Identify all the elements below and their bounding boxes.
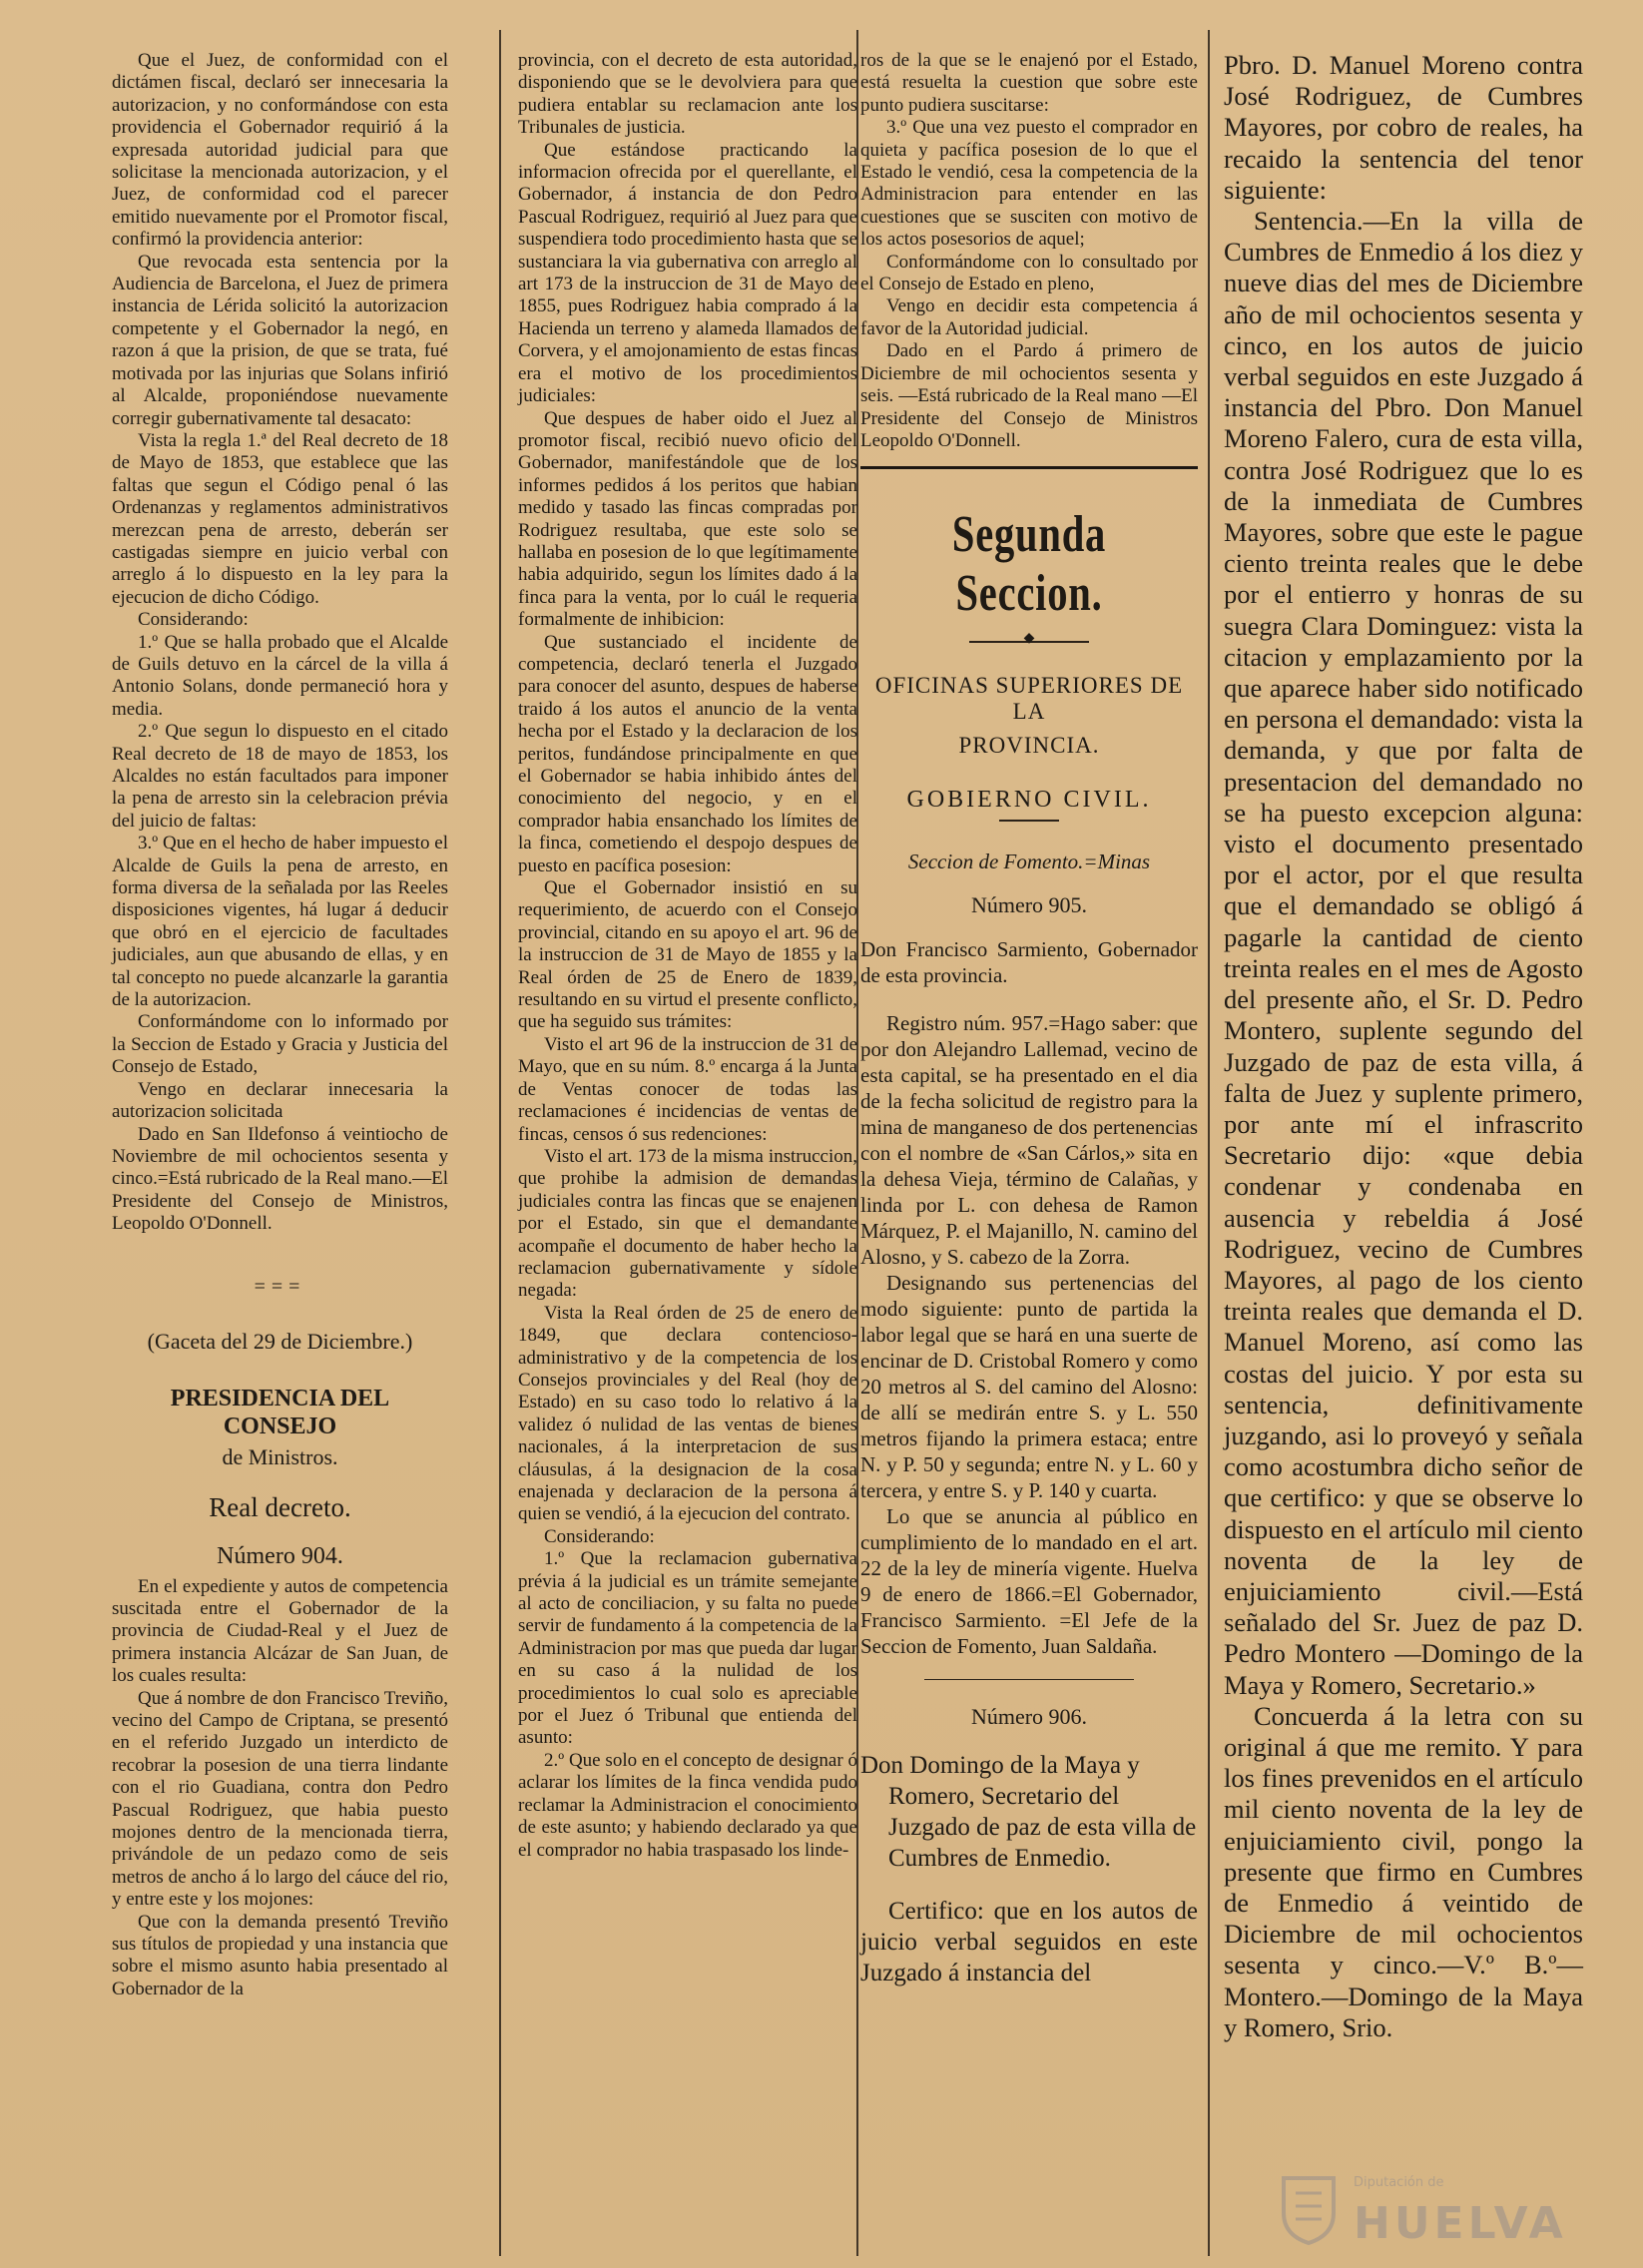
paragraph: Considerando: [138,609,249,631]
paragraph: ros de la que se le enajenó por el Estado, está resuelta la cuestion que sobre este punto pudiera suscitarse: [860,50,1198,116]
paragraph: Designando sus pertenencias del modo siguiente: punto de partida la labor legal que se hará en una suerte de encinar de D. Cristobal Romero y como 20 metros al S. del camino del Alosno: de allí se medirán entre S. y L. 550 metros fijando la primera estaca; entre N. y P. 50 y segunda; entre N. y L. 60 y tercera, y entre S. y P. 140 y cuarta. [860,1271,1198,1503]
number-heading: Número 905. [970,892,1088,918]
paragraph: provincia, con el decreto de esta autoridad, disponiendo que se le devolviera para que pudiera entablar su reclamacion ante los Tribunales de justicia. [518,50,857,139]
paragraph: Que sustanciado el incidente de competencia, declaró tenerla el Juzgado para conocer del asunto, despues de haberse traido á los autos el anuncio de la venta hecha por el Estado y la declaracion de los peritos, fundándose principalmente en que el Gobernador se habia inhibido ántes del conocimiento del negocio, y en el comprador habia ensanchado los límites de la finca, cometiendo el despojo despues de puesto en pacífica posesion: [518,631,857,876]
paragraph: Pbro. D. Manuel Moreno contra José Rodriguez, de Cumbres Mayores, por cobro de reales, ha recaido la sentencia del tenor siguiente: [1224,50,1583,205]
section-rule [860,466,1198,469]
paragraph: Don Francisco Sarmiento, Gobernador de esta provincia. [860,937,1198,988]
paragraph: Considerando: [544,1525,655,1547]
seccion-fomento-heading: Seccion de Fomento.=Minas [907,850,1151,874]
paragraph: Conformándome con lo consultado por el Consejo de Estado en pleno, [860,251,1198,295]
short-rule [999,820,1059,822]
separator: === [254,1275,306,1298]
watermark-line2: HUELVA [1354,2198,1567,2248]
paragraph: 2.º Que segun lo dispuesto en el citado Real decreto de 18 de mayo de 1853, los Alcaldes no están facultados para imponer la pena de arresto sin la celebracion prévia del juicio de faltas: [112,721,448,832]
gobierno-civil-heading: GOBIERNO CIVIL. [906,787,1152,814]
column-rule [1208,30,1210,2256]
paragraph: Dado en el Pardo á primero de Diciembre de mil ochocientos sesenta y seis. —Está rubricado de la Real mano —El Presidente del Consejo de Ministros Leopoldo O'Donnell. [860,340,1198,451]
paragraph: Que á nombre de don Francisco Treviño, vecino del Campo de Criptana, se presentó en el referido Juzgado un interdicto de recobrar la posesion de una tierra lindante con el rio Guadiana, contra don Pedro Pascual Rodriguez, que habia puesto mojones dentro de la mencionada tierra, privándole de un pedazo como de seis metros de ancho á lo largo del cáuce del rio, y entre este y los mojones: [112,1687,448,1911]
paragraph: 3.º Que en el hecho de haber impuesto el Alcalde de Guils la pena de arresto, en forma diversa de la señalada por las Reeles disposiciones vigentes, há lugar á deducir que obró en el ejercicio de facultades judiciales, aun que abusando de ellas, y en tal concepto no puede alcanzarle la garantia de la autorizacion. [112,833,448,1011]
segunda-seccion-heading: Segunda Seccion. [951,506,1107,623]
column-4 [1224,50,1583,2043]
number-heading: Número 904. [217,1542,343,1569]
paragraph: 1.º Que se halla probado que el Alcalde de Guils detuvo en la cárcel de la villa á Antonio Solans, donde permaneció hora y media. [112,631,448,720]
column-rule [499,30,501,2256]
watermark-line1: Diputación de [1354,2175,1444,2190]
paragraph: Conformándome con lo informado por la Seccion de Estado y Gracia y Justicia del Consejo de Estado, [112,1011,448,1078]
paragraph: Que revocada esta sentencia por la Audiencia de Barcelona, el Juez de primera instancia de Lérida solicitó la autorizacion competente y el Gobernador la negó, en razon á que la prision, de que se trata, fué motivada por las injurias que Solans infirió al Alcalde, proponiéndose nuevamente corregir gubernativamente tal desacato: [112,251,448,429]
paragraph: Vista la Real órden de 25 de enero de 1849, que declara contencioso-administrativo y de la competencia de los Consejos provinciales y del Real (hoy de Estado) en su caso todo lo relativo á la validez ó nulidad de las ventas de bienes nacionales, á la interpretacion de sus cláusulas, á la designacion de la cosa enajenada y declaracion de la persona á quien se vendió, á la ejecucion del contrato. [518,1302,857,1525]
ornament-divider [969,641,1089,651]
crest-icon [1284,2178,1334,2243]
divider [924,1679,1134,1680]
paragraph: Que despues de haber oido el Juez al promotor fiscal, recibió nuevo oficio del Gobernador, manifestándole que de los informes pedidos á los peritos que habian medido y tasado las fincas compradas por Rodriguez resultaba, que este solo se hallaba en posesion de lo que legítimamente habia adquirido, segun los límites dado á la finca para la venta, por lo cuál le requeria formalmente de inhibicion: [518,407,857,631]
column-2 [518,50,857,1862]
paragraph: En el expediente y autos de competencia suscitada entre el Gobernador de la provincia de Ciudad-Real y el Juez de primera instancia Alcázar de San Juan, de los cuales resulta: [112,1575,448,1687]
paragraph: Que con la demanda presentó Treviño sus títulos de propiedad y una instancia que sobre el mismo asunto habia presentado al Gobernador de la [112,1911,448,1999]
oficinas-heading: OFICINAS SUPERIORES DE LA [874,673,1184,725]
paragraph: Concuerda á la letra con su original á que me remito. Y para los fines prevenidos en el artículo mil ciento noventa de la ley de enjuiciamiento civil, pongo la presente que firmo en Cumbres de Enmedio á veintido de Diciembre de mil ochocientos sesenta y cinco.—V.º B.º—Montero.—Domingo de la Maya y Romero, Srio. [1224,1700,1583,2042]
paragraph: Visto el art 96 de la instruccion de 31 de Mayo, que en su núm. 8.º encarga á la Junta de Ventas conocer de todas las reclamaciones é incidencias de ventas de fincas, censos ó sus redenciones: [518,1033,857,1145]
paragraph: Que estándose practicando la informacion ofrecida por el querellante, el Gobernador, á instancia de don Pedro Pascual Rodriguez, requirió al Juez para que suspendiera todo procedimiento hasta que se sustanciara la via gubernativa con arreglo al art 173 de la instruccion de 31 de Mayo de 1855, pues Rodriguez habia comprado á la Hacienda un terreno y alameda llamados de Corvera, y el amojonamiento de estas fincas era el motivo de los procedimientos judiciales: [518,139,857,407]
diputacion-huelva-watermark [1274,2158,1603,2248]
presidencia-heading: PRESIDENCIA DEL CONSEJO [170,1385,390,1439]
paragraph: Don Domingo de la Maya y Romero, Secretario del Juzgado de paz de esta villa de Cumbres de Enmedio. [860,1752,1197,1873]
paragraph: Que el Juez, de conformidad con el dictámen fiscal, declaró ser innecesaria la autorizacion, y no conformándose con esta providencia el Gobernador requirió á la expresada autoridad judicial para que solicitase la mencionada autorizacion, y el Juez, de conformidad cod el parecer emitido nuevamente por el Promotor fiscal, confirmó la providencia anterior: [112,50,448,251]
paragraph: Lo que se anuncia al público en cumplimiento de lo mandado en el art. 22 de la ley de minería vigente. Huelva 9 de enero de 1866.=El Gobernador, Francisco Sarmiento. =El Jefe de la Seccion de Fomento, Juan Saldaña. [860,1504,1198,1659]
paragraph: Que el Gobernador insistió en su requerimiento, de acuerdo con el Consejo provincial, citando en su apoyo el art. 96 de la instruccion de 31 de Mayo de 1855 y la Real órden de 25 de Enero de 1839, resultando en su virtud el presente conflicto, que ha seguido sus trámites: [518,877,857,1033]
paragraph: 3.º Que una vez puesto el comprador en quieta y pacífica posesion de lo que el Estado le vendió, cesa la competencia de la Administracion para entender en las cuestiones que se susciten con motivo de los actos posesorios de aquel; [860,117,1198,251]
oficinas-subheading: PROVINCIA. [958,733,1100,759]
paragraph: Visto el art. 173 de la misma instruccion, que prohibe la admision de demandas judiciales contra las fincas que se enajenen por el Estado, sin que el demandante acompañe el documento de haber hecho la reclamacion gubernativamente y sídole negada: [518,1145,857,1302]
column-3 [860,50,1198,1988]
paragraph: Certifico: que en los autos de juicio verbal seguidos en este Juzgado á instancia del [860,1898,1198,1987]
paragraph: 1.º Que la reclamacion gubernativa prévia á la judicial es un trámite semejante al acto de conciliacion, y su falta no puede servir de fundamento á la competencia de la Administracion por mas que pueda dar lugar en su caso á la nulidad de los procedimientos lo cual solo es apreciable por el Juez ó Tribunal que entienda del asunto: [518,1548,857,1749]
paragraph: Vista la regla 1.ª del Real decreto de 18 de Mayo de 1853, que establece que las faltas que segun el Código penal ó las Ordenanzas y reglamentos administrativos merezcan pena de arresto, deberán ser castigadas siempre en juicio verbal con arreglo á lo dispuesto en la ley para la ejecucion de dicho Código. [112,429,448,608]
paragraph: Sentencia.—En la villa de Cumbres de Enmedio á los diez y nueve dias del mes de Diciembre año de mil ochocientos sesenta y cinco, en los autos de juicio verbal seguidos en este Juzgado á instancia del Pbro. Don Manuel Moreno Falero, cura de esta villa, contra José Rodriguez que lo es de la inmediata de Cumbres Mayores, sobre que este le pague ciento treinta reales que le debe por el entierro y honras de su suegra Clara Dominguez: vista la citacion y emplazamiento por la que aparece haber sido notificado en persona el demandado: vista la demanda, y que por falta de presentacion del demandado no se ha puesto excepcion alguna: visto el documento presentado por el actor, por el que resulta que el demandado se obligó á pagarle la cantidad de ciento treinta reales en el mes de Agosto del presente año, el Sr. D. Pedro Montero, suplente segundo del Juzgado de paz de esta villa, á falta de Juez y suplente primero, por ante mí el infrascrito Secretario dijo: «que debia condenar y condenaba en ausencia y rebeldia á José Rodriguez, vecino de Cumbres Mayores, al pago de los ciento treinta reales que demanda el D. Manuel Moreno, así como las costas del juicio. Y por esta su sentencia, definitivamente juzgando, asi lo proveyó y señala como acostumbra dicho señor de que certifico: y que se observe lo dispuesto en el artículo mil ciento noventa de la ley de enjuiciamiento civil.—Está señalado del Sr. Juez de paz D. Pedro Montero —Domingo de la Maya y Romero, Secretario.» [1224,206,1583,1700]
gaceta-heading: (Gaceta del 29 de Diciembre.) [147,1328,413,1354]
paragraph: Vengo en decidir esta competencia á favor de la Autoridad judicial. [860,295,1198,339]
number-heading: Número 906. [970,1704,1088,1730]
paragraph: Dado en San Ildefonso á veintiocho de Noviembre de mil ochocientos sesenta y cinco.=Está rubricado de la Real mano.—El Presidente del Consejo de Ministros, Leopoldo O'Donnell. [112,1123,448,1235]
real-decreto-heading: Real decreto. [209,1491,351,1522]
paragraph: Vengo en declarar innecesaria la autorizacion solicitada [112,1078,448,1123]
presidencia-subheading: de Ministros. [222,1443,338,1469]
paragraph: 2.º Que solo en el concepto de designar ó aclarar los límites de la finca vendida pudo reclamar la Administracion el conocimiento de este asunto; y habiendo declarado ya que el comprador no habia traspasado los linde- [518,1749,857,1861]
column-1 [112,50,448,2000]
paragraph: Registro núm. 957.=Hago saber: que por don Alejandro Lallemad, vecino de esta capital, se ha presentado en el dia de la fecha solicitud de registro para la mina de manganeso de dos pertenencias con el nombre de «San Cárlos,» sita en la dehesa Vieja, término de Calañas, y linda por L. con dehesa de Ramon Márquez, P. el Majanillo, N. camino del Alosno, y S. cabezo de la Zorra. [860,1011,1198,1270]
